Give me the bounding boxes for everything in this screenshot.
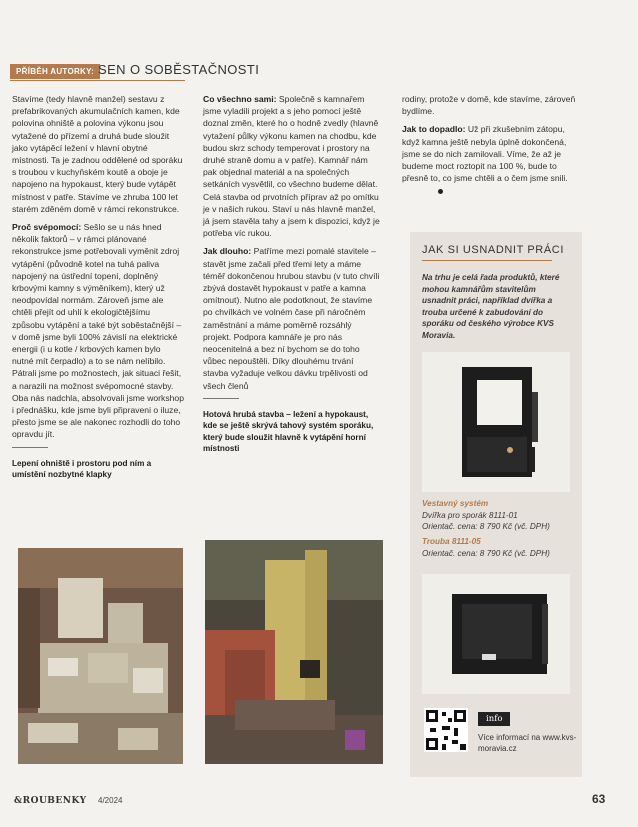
product-1-desc: Dvířka pro sporák 8111-01 — [422, 510, 518, 520]
page-number: 63 — [592, 792, 606, 806]
paragraph-what — [203, 93, 381, 239]
paragraph-result — [402, 123, 582, 196]
paragraph-why-text: Sešlo se u nás hned několik faktorů – v rámci plánované rekonstrukce jsme potřebovali vyměnit zdroj vytápění (původně kotel na tuhá paliva napojený na ústřední topení, doplněný krbovými kamny s výměníkem), který už neodpovídal normám. Zároveň jsme ale chtěli přejít od uhlí k ekologičtějšímu způsobu vytápění a také být soběstačnější – v domě jsme byli 100% závislí na elektrické energii (i u kotle / krbových kamen bylo nutné mít čerpadlo) a to se nám nelíbilo. Pátrali jsme po možnostech, jak situaci řešit, a narazili na možnost svépomocné stavby. Oba nás nadchla, absolvovali jsme workshop i přednášku, kde jsme byli připraveni o iluze, přesto jsme se ale nakonec rozhodli do toho opravdu jít. — [12, 222, 184, 440]
magazine-brand-name: &ROUBENKY — [14, 796, 87, 806]
issue-number: 4/2024 — [98, 796, 123, 805]
product-1-name: Vestavný systém — [422, 499, 489, 508]
caption-divider — [12, 447, 48, 448]
photo-firebox-construction — [18, 548, 183, 764]
product-door-image — [422, 352, 570, 492]
column-1 — [12, 93, 184, 481]
paragraph-what-text: Společně s kamnařem jsme vyladili projekt a s jeho pomocí ještě doznal změn, které ho o hodně zvedly (hlavně vytažení půlky výkonu kamen na chodbu, kde budou skrz schody temperovat i prostory na druhé straně domu a v patře). Kamnář nám pak objednal materiál a na společných setkáních vysvětlil, co všechno budeme dělat. Celá stavba od prvotních příprav až po omítku je v našich rukou. Staví u nás hlavně manžel, já jsem stavěla tahy a jsem k dispozici, když je potřeba víc rukou. — [203, 94, 380, 239]
photo-stove-illustration — [205, 540, 383, 764]
product-2-name: Trouba 8111-05 — [422, 537, 481, 546]
caption-divider — [203, 398, 239, 399]
photo-finished-stove — [205, 540, 383, 764]
paragraph-what-heading: Co všechno sami: — [203, 94, 277, 104]
sidebar-rule — [422, 260, 552, 261]
info-link-text[interactable]: Více informací na www.kvs-moravia.cz — [478, 733, 577, 753]
photo-caption-1: Lepení ohniště i prostoru pod ním a umístění nozbytné klapky — [12, 458, 152, 480]
paragraph-how-long-text: Patříme mezi pomalé stavitele – stavět jsme začali před třemi lety a máme téměř dokončenou hrubou stavbu (v tuto chvíli zbývá dostavět hypokaust v patře a kamna omítnout). Nutno ale podotknout, že stavíme po chvílkách ve volném čase při náročném zaměstnání a máme poměrně rozsáhlý projekt. Podpora kamnáře je pro nás neocenitelná a bez ní bychom se do toho vůbec nepouštěli. Díky dlouhému trvání stavba vyžaduje velkou dávku trpělivosti od všech členů — [203, 246, 380, 391]
end-mark-icon — [438, 189, 443, 194]
photo-firebox-illustration — [18, 548, 183, 764]
sidebar-title: JAK SI USNADNIT PRÁCI — [422, 244, 564, 256]
header-rule — [10, 80, 185, 81]
qr-code-graphic — [424, 708, 468, 752]
paragraph-result-text: Už při zkušebním zátopu, když kamna ještě nebyla úplně dokončená, jsme se do nich zamilovali. Víme, že až je budeme moct roztopit na 100 %, bude to přesně to, co jsme chtěli a o čem jsme snili. — [402, 124, 568, 184]
product-oven-image — [422, 574, 570, 694]
sidebar-intro: Na trhu je celá řada produktů, které mohou kamnářům stavitelům usnadnit práci, například dvířka a trouba určené k zabudování do sporáku od českého výrobce KVS Moravia. — [422, 273, 560, 340]
stove-door-icon — [422, 352, 570, 492]
product-1-price: Orientač. cena: 8 790 Kč (vč. DPH) — [422, 522, 550, 531]
column-3 — [402, 93, 582, 203]
article-title: SEN O SOBĚSTAČNOSTI — [98, 62, 260, 77]
info-badge: info — [478, 712, 510, 726]
product-1-text — [422, 498, 577, 533]
paragraph-why-heading: Proč svépomocí: — [12, 222, 82, 233]
section-tag: PŘÍBĚH AUTORKY: — [10, 64, 100, 79]
qr-code-icon[interactable] — [424, 708, 468, 752]
paragraph-how-long — [203, 245, 381, 391]
paragraph-how-long-heading: Jak dlouho: — [203, 246, 252, 257]
magazine-brand — [14, 796, 87, 806]
paragraph-continued: rodiny, protože v domě, kde stavíme, zároveň bydlíme. — [402, 94, 576, 117]
column-2 — [203, 93, 381, 455]
paragraph-why — [12, 221, 184, 441]
product-2-text — [422, 536, 577, 559]
product-sidebar — [410, 232, 582, 777]
paragraph-intro: Stavíme (tedy hlavně manžel) sestavu z prefabrikovaných akumulačních kamen, kde polovina ohniště a polovina výkonu jsou vytažené do přízemí a druhá bude sloužit jako vytápěcí ležení v hlavní obytné místnosti. Ta je zadnou oddělené od sporáku s troubou v kuchyňském koutě a oboje je napojeno na hypokaust, který bude vytápět místnost v patře. Stavíme ve zhruba 100 let starém zděném domě v rámci rekonstrukce. — [12, 94, 183, 214]
photo-caption-2: Hotová hrubá stavba – ležení a hypokaust, kde se ještě skrývá tahový systém sporáku, který bude sloužit hlavně k vytápění horní místnosti — [203, 409, 374, 454]
product-2-price: Orientač. cena: 8 790 Kč (vč. DPH) — [422, 548, 550, 558]
oven-icon — [422, 574, 570, 694]
paragraph-result-heading: Jak to dopadlo: — [402, 124, 466, 135]
